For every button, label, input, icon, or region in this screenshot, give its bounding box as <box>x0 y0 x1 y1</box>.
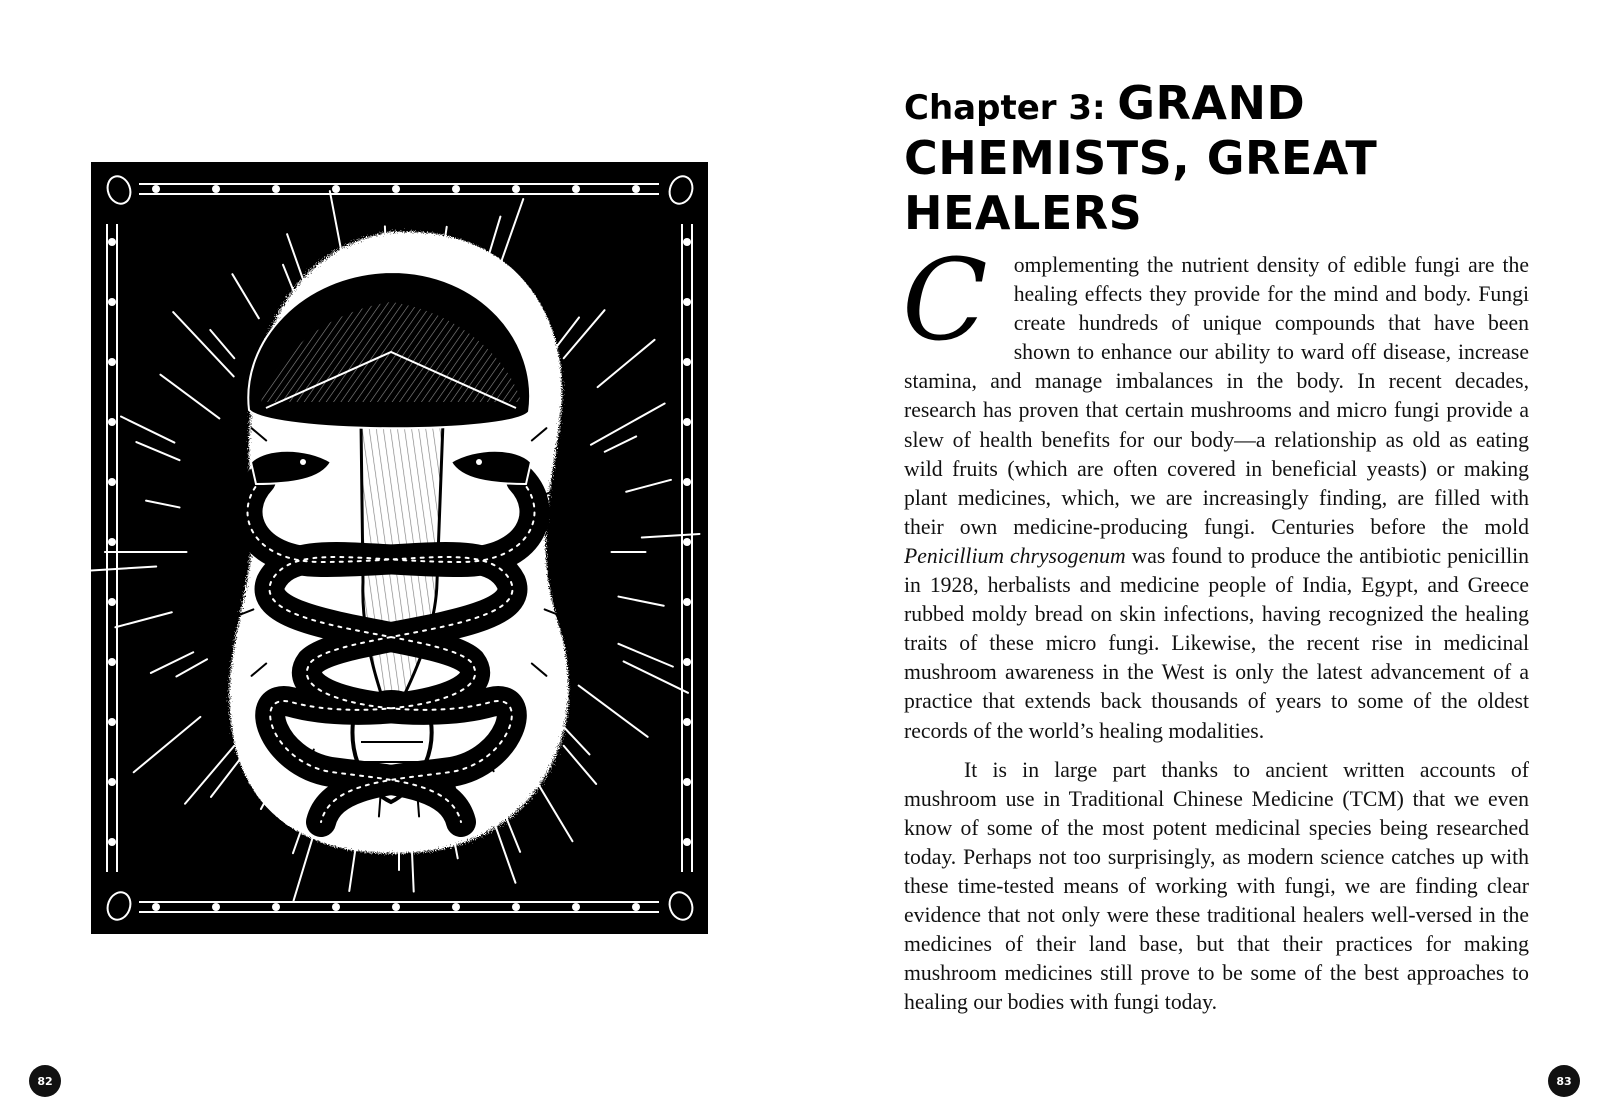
page-number-left: 82 <box>29 1065 61 1097</box>
frame-dot <box>152 185 160 193</box>
frame-dot <box>108 298 116 306</box>
frame-dot <box>108 598 116 606</box>
paragraph-1-end: was found to produce the antibiotic penicillin in 1928, herbalists and medicine people of India, Egypt, and Greece rubbed moldy bread on skin infections, having recognized the healing traits of these micro fungi. Likewise, the recent rise in medicinal mushroom awareness in the West is only the latest advancement of a practice that extends back thousands of years to some of the oldest records of the world’s healing modalities. <box>904 543 1529 743</box>
frame-dot <box>512 903 520 911</box>
frame-dot <box>108 778 116 786</box>
frame-dot <box>572 903 580 911</box>
frame-dot <box>108 478 116 486</box>
frame-dot <box>683 418 691 426</box>
frame-dot <box>683 358 691 366</box>
chapter-title <box>904 78 1529 243</box>
frame-dot <box>272 903 280 911</box>
frame-dot <box>332 903 340 911</box>
frame-dot <box>108 358 116 366</box>
mushroom-serpent-illustration <box>91 162 708 934</box>
frame-dot <box>683 298 691 306</box>
frame-dot <box>683 478 691 486</box>
frame-dot <box>683 238 691 246</box>
frame-dot <box>683 778 691 786</box>
page-number-right: 83 <box>1548 1065 1580 1097</box>
frame-dot <box>108 718 116 726</box>
frame-dot <box>683 838 691 846</box>
frame-dot <box>512 185 520 193</box>
frame-dot <box>108 238 116 246</box>
frame-dot <box>683 658 691 666</box>
frame-dot <box>272 185 280 193</box>
frame-dot <box>683 598 691 606</box>
frame-dot <box>452 185 460 193</box>
frame-dot <box>108 838 116 846</box>
frame-dot <box>108 658 116 666</box>
frame-dot <box>632 903 640 911</box>
frame-dot <box>392 185 400 193</box>
frame-dot <box>212 903 220 911</box>
chapter-heading: GRAND CHEMISTS, GREAT HEALERS <box>904 76 1378 240</box>
frame-dot <box>683 718 691 726</box>
paragraph-1 <box>902 236 1529 746</box>
species-name: Penicillium chrysogenum <box>904 543 1126 568</box>
frame-dot <box>683 538 691 546</box>
frame-dot <box>212 185 220 193</box>
frame-dot <box>572 185 580 193</box>
chapter-text-column <box>904 78 1529 1017</box>
frame-dot <box>108 538 116 546</box>
paragraph-1-text: omplementing the nutrient density of edible fungi are the healing effects they provide for the mind and body. Fungi create hundreds of unique compounds that have been shown to enhance our ability to ward off disease, increase stamina, and manage imbalances in the body. In recent decades, research has proven that certain mushrooms and micro fungi provide a slew of health benefits for our body—a relationship as old as eating wild fruits (which are often covered in beneficial yeasts) or making plant medicines, which, we are increasingly finding, are filled with their own medicine-producing fungi. Centuries before the mold <box>904 253 1529 539</box>
drop-cap: C <box>902 236 988 366</box>
paragraph-2: It is in large part thanks to ancient written accounts of mushroom use in Traditional Chinese Medicine (TCM) that we even know of some of the most potent medicinal species being researched today. Perhaps not too surprisingly, as modern science catches up with these time-tested means of working with fungi, we are finding clear evidence that not only were these traditional healers well-versed in the medicines of their land base, but that their practices for making mushroom medicines still prove to be some of the best approaches to healing our bodies with fungi today. <box>904 757 1529 1015</box>
chapter-label: Chapter 3: <box>904 88 1106 128</box>
frame-dot <box>452 903 460 911</box>
frame-dot <box>392 903 400 911</box>
frame-dot <box>632 185 640 193</box>
frame-dot <box>152 903 160 911</box>
frame-dot <box>108 418 116 426</box>
frame-dot <box>332 185 340 193</box>
